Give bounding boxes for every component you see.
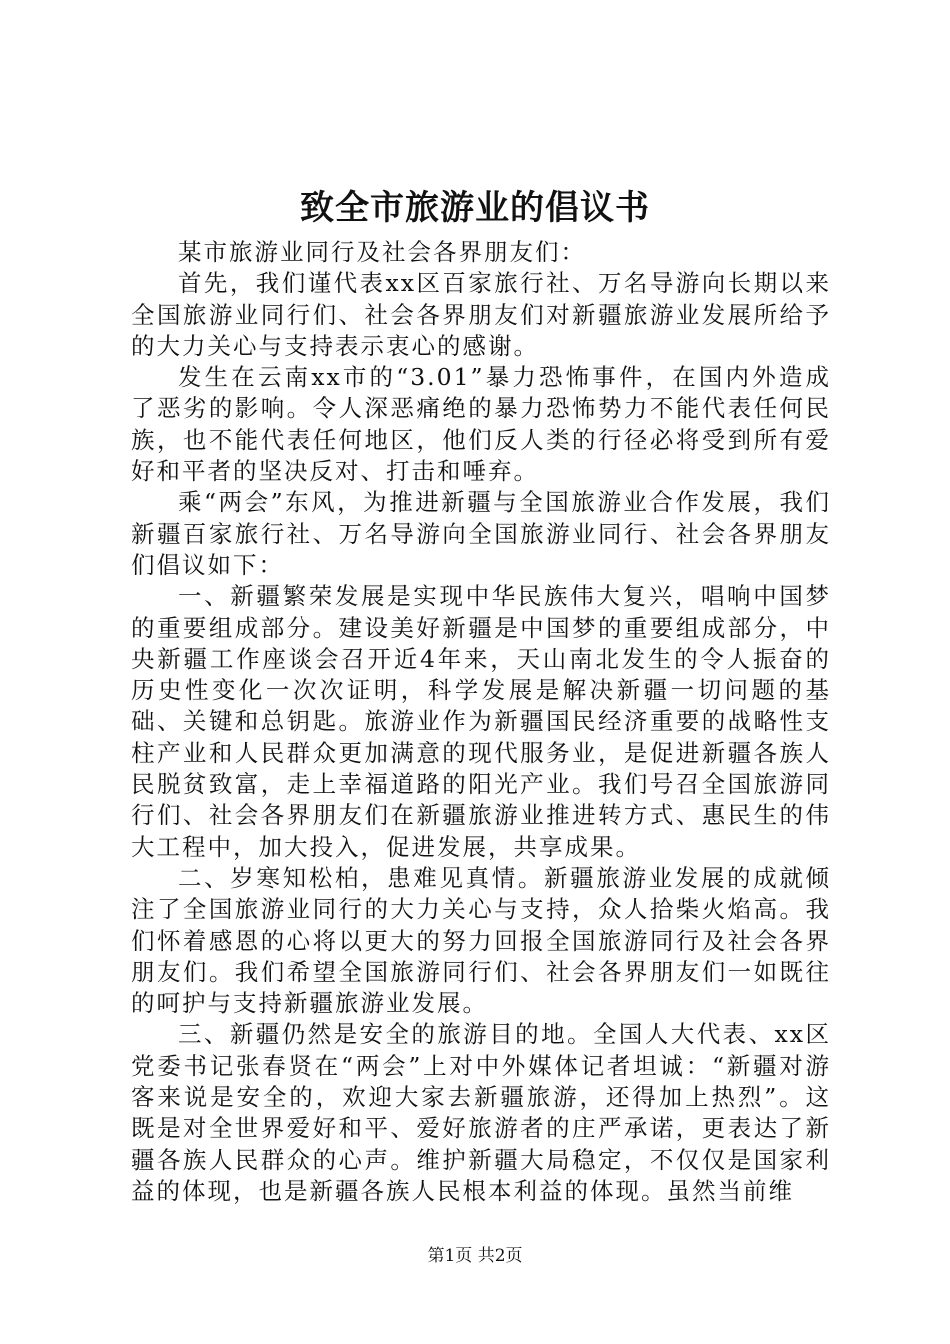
- page-footer: [0, 1244, 950, 1268]
- salutation: 某市旅游业同行及社会各界朋友们：: [178, 238, 586, 266]
- paragraph-proposal-intro: 乘“两会”东风，为推进新疆与全国旅游业合作发展，我们新疆百家旅行社、万名导游向全国旅游业同行、社会各界朋友们倡议如下：: [131, 488, 831, 579]
- page-indicator: 第1页 共2页: [427, 1246, 523, 1266]
- paragraph-incident: 发生在云南xx市的“3.01”暴力恐怖事件，在国内外造成了恶劣的影响。令人深恶痛绝的暴力恐怖势力不能代表任何民族，也不能代表任何地区，他们反人类的行径必将受到所有爱好和平者的坚决反对、打击和唾弃。: [131, 363, 831, 486]
- paragraph-proposal-one: 一、新疆繁荣发展是实现中华民族伟大复兴，唱响中国梦的重要组成部分。建设美好新疆是中国梦的重要组成部分，中央新疆工作座谈会召开近4年来，天山南北发生的令人振奋的历史性变化一次次证明，科学发展是解决新疆一切问题的基础、关键和总钥匙。旅游业作为新疆国民经济重要的战略性支柱产业和人民群众更加满意的现代服务业，是促进新疆各族人民脱贫致富，走上幸福道路的阳光产业。我们号召全国旅游同行们、社会各界朋友们在新疆旅游业推进转方式、惠民生的伟大工程中，加大投入，促进发展，共享成果。: [131, 582, 831, 861]
- document-body: [131, 237, 831, 1207]
- paragraph-proposal-three: 三、新疆仍然是安全的旅游目的地。全国人大代表、xx区党委书记张春贤在“两会”上对中外媒体记者坦诚：“新疆对游客来说是安全的，欢迎大家去新疆旅游，还得加上热烈”。这既是对全世界爱好和平、爱好旅游者的庄严承诺，更表达了新疆各族人民群众的心声。维护新疆大局稳定，不仅仅是国家利益的体现，也是新疆各族人民根本利益的体现。虽然当前维: [131, 1020, 831, 1205]
- paragraph-thanks: 首先，我们谨代表xx区百家旅行社、万名导游向长期以来全国旅游业同行们、社会各界朋友们对新疆旅游业发展所给予的大力关心与支持表示衷心的感谢。: [131, 269, 831, 360]
- paragraph-proposal-two: 二、岁寒知松柏，患难见真情。新疆旅游业发展的成就倾注了全国旅游业同行的大力关心与支持，众人拾柴火焰高。我们怀着感恩的心将以更大的努力回报全国旅游同行及社会各界朋友们。我们希望全国旅游同行们、社会各界朋友们一如既往的呵护与支持新疆旅游业发展。: [131, 863, 831, 1018]
- document-title: 致全市旅游业的倡议书: [300, 188, 650, 228]
